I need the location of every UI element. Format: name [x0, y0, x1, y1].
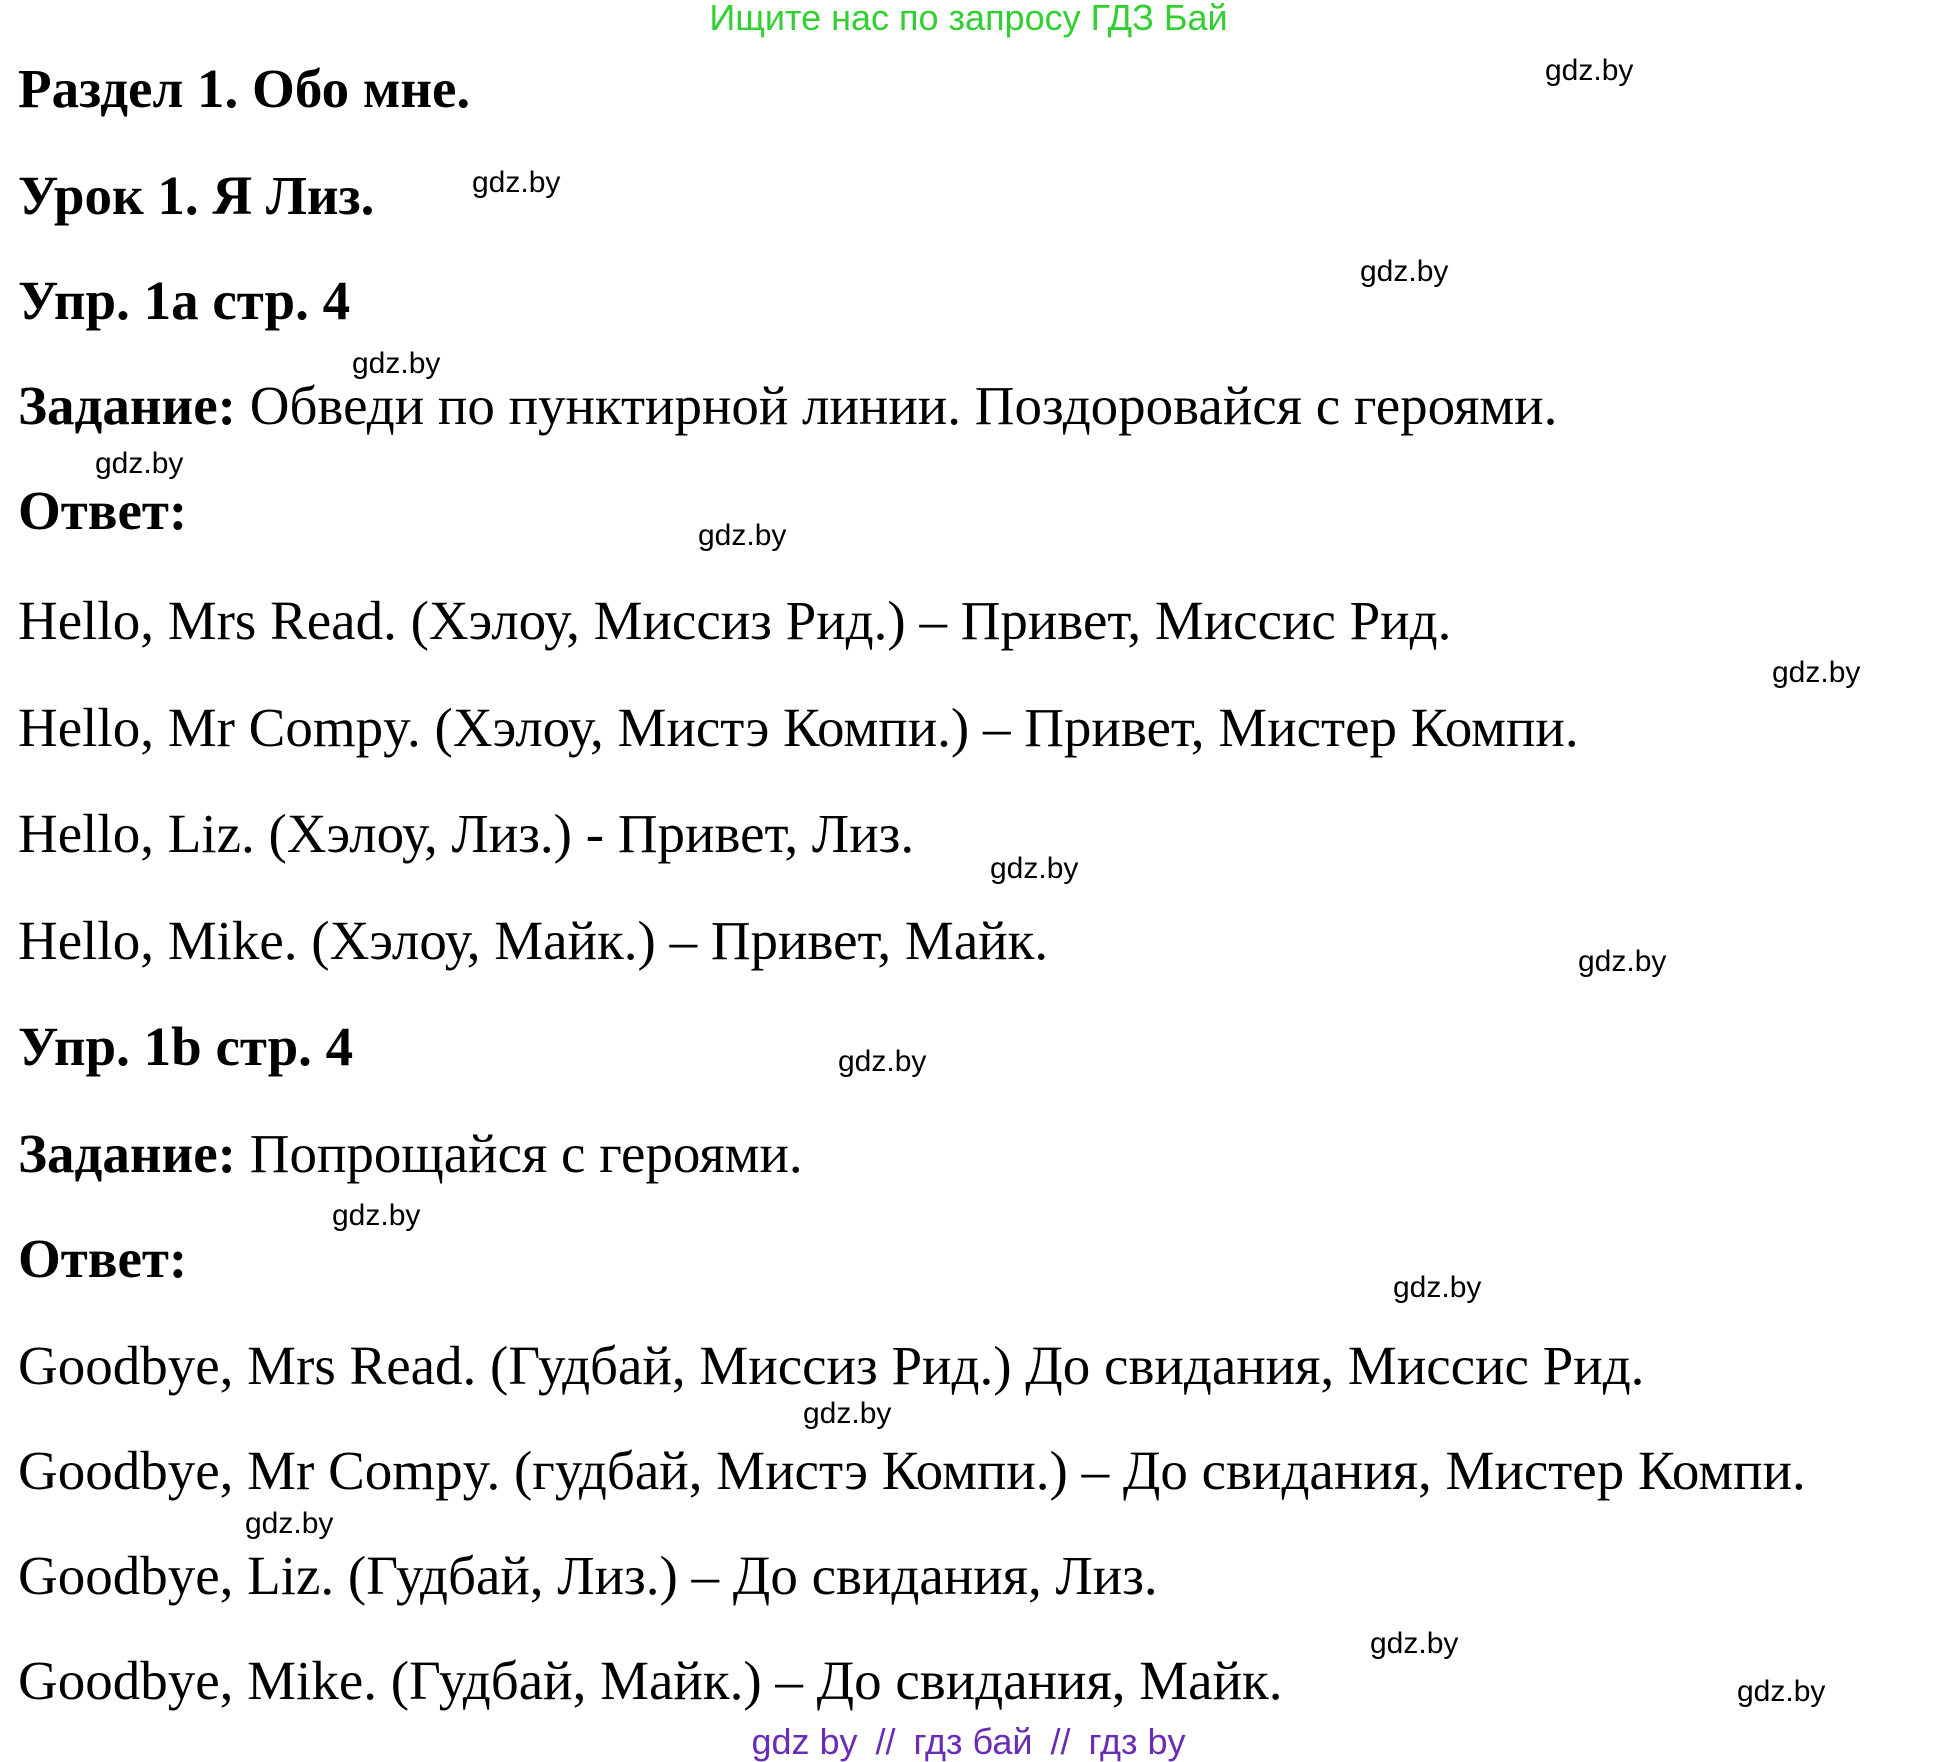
answer-line: Goodbye, Mike. (Гудбай, Майк.) – До свидания, Майк.: [18, 1650, 1283, 1711]
lesson-title: Урок 1. Я Лиз.: [18, 165, 375, 226]
answer-line: Hello, Mr Compy. (Хэлоу, Мистэ Компи.) – Привет, Мистер Компи.: [18, 697, 1579, 758]
exercise-1b-answer-label: Ответ:: [18, 1228, 188, 1289]
watermark: gdz.by: [472, 166, 561, 199]
watermark: gdz.by: [1737, 1675, 1826, 1708]
footer-separator: //: [875, 1721, 896, 1762]
watermark: gdz.by: [990, 852, 1079, 885]
watermark: gdz.by: [698, 519, 787, 552]
watermark: gdz.by: [1772, 656, 1861, 689]
footer-item: гдз бай: [913, 1721, 1033, 1762]
answer-line: Hello, Mrs Read. (Хэлоу, Миссиз Рид.) – Привет, Миссис Рид.: [18, 590, 1452, 651]
answer-line: Hello, Liz. (Хэлоу, Лиз.) - Привет, Лиз.: [18, 803, 915, 864]
answer-line: Goodbye, Mr Compy. (гудбай, Мистэ Компи.) – До свидания, Мистер Компи.: [18, 1440, 1806, 1501]
watermark: gdz.by: [838, 1045, 927, 1078]
watermark: gdz.by: [803, 1397, 892, 1430]
watermark: gdz.by: [1360, 255, 1449, 288]
watermark: gdz.by: [1545, 54, 1634, 87]
watermark: gdz.by: [245, 1507, 334, 1540]
answer-line: Goodbye, Liz. (Гудбай, Лиз.) – До свидания, Лиз.: [18, 1545, 1158, 1606]
watermark: gdz.by: [1578, 945, 1667, 978]
exercise-1b-title: Упр. 1b стр. 4: [18, 1016, 354, 1077]
exercise-1b-task: [18, 1123, 803, 1185]
footer-item: gdz by: [751, 1721, 858, 1762]
exercise-1a-answer-label: Ответ:: [18, 480, 188, 541]
watermark: gdz.by: [1393, 1271, 1482, 1304]
watermark: gdz.by: [95, 447, 184, 480]
exercise-1a-task: [18, 375, 1557, 437]
task-text: Попрощайся с героями.: [235, 1123, 803, 1184]
task-label: Задание:: [18, 1123, 236, 1184]
section-title: Раздел 1. Обо мне.: [18, 58, 471, 119]
top-search-banner: Ищите нас по запросу ГДЗ Бай: [709, 0, 1228, 38]
footer-separator: //: [1050, 1721, 1071, 1762]
footer-item: гдз by: [1088, 1721, 1186, 1762]
task-label: Задание:: [18, 375, 236, 436]
footer-links: [0, 1721, 1937, 1762]
task-text: Обведи по пунктирной линии. Поздоровайся с героями.: [235, 375, 1558, 436]
answer-line: Goodbye, Mrs Read. (Гудбай, Миссиз Рид.) До свидания, Миссис Рид.: [18, 1335, 1645, 1396]
watermark: gdz.by: [1370, 1627, 1459, 1660]
exercise-1a-title: Упр. 1a стр. 4: [18, 270, 351, 331]
watermark: gdz.by: [332, 1199, 421, 1232]
watermark: gdz.by: [352, 347, 441, 380]
answer-line: Hello, Mike. (Хэлоу, Майк.) – Привет, Майк.: [18, 910, 1049, 971]
